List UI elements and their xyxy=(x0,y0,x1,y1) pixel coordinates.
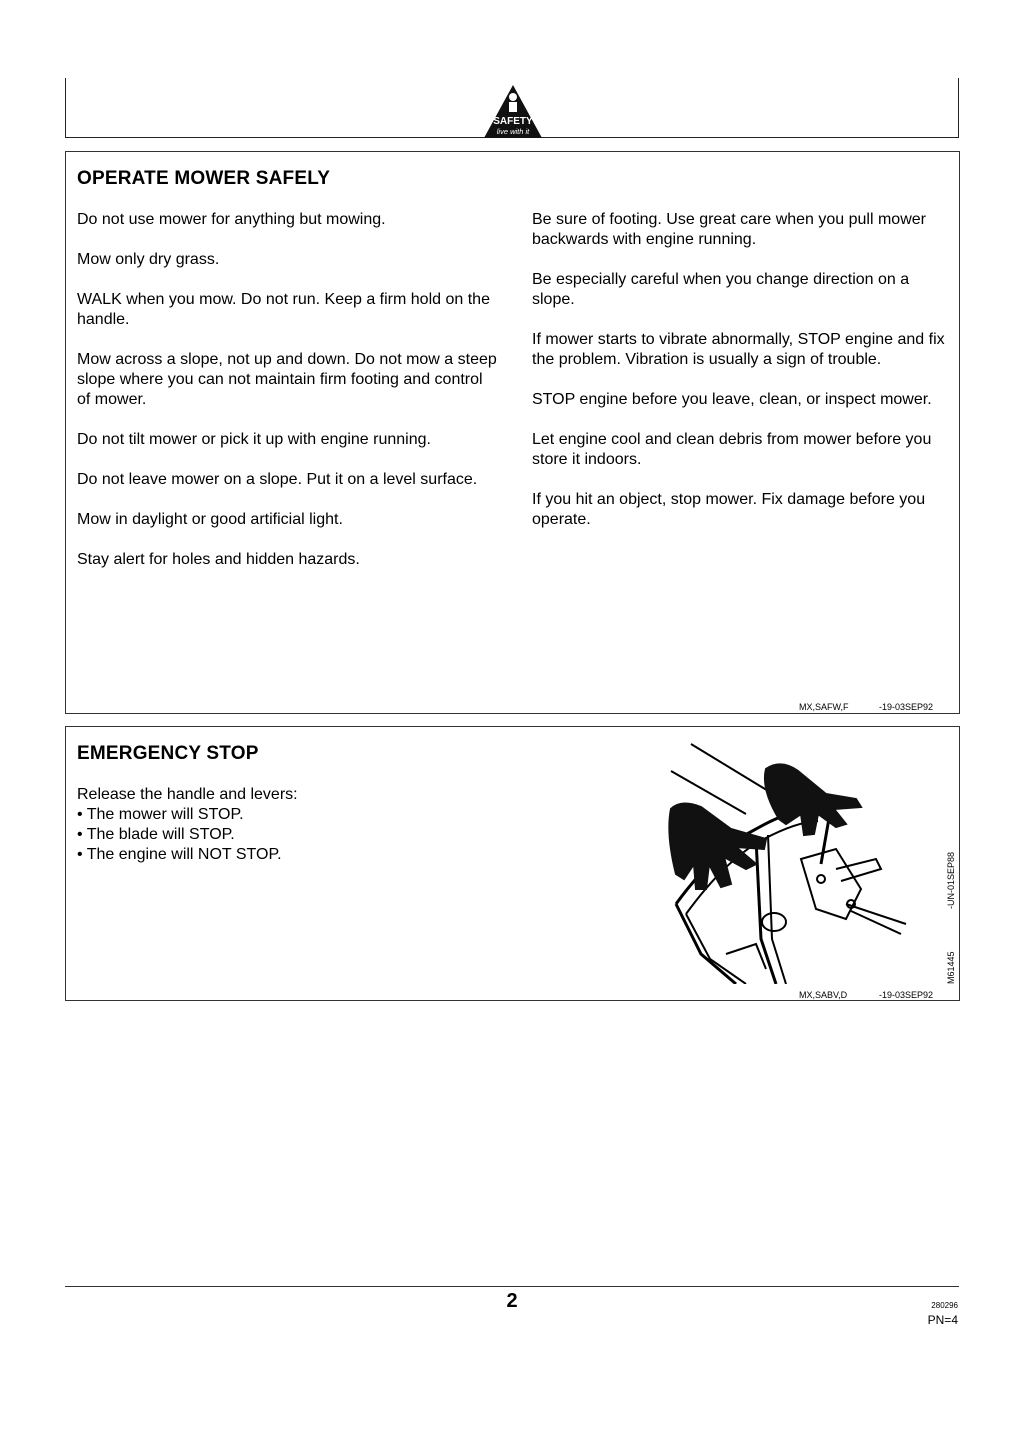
paragraph: If mower starts to vibrate abnormally, STOP engine and fix the problem. Vibration is usually a sign of trouble. xyxy=(532,331,945,368)
operate-mower-safely-section xyxy=(65,151,960,714)
bullet-item: • The mower will STOP. xyxy=(77,806,244,823)
page-number: 2 xyxy=(506,1290,518,1312)
footer-code: 280296 xyxy=(931,1301,958,1310)
paragraph: Do not tilt mower or pick it up with engine running. xyxy=(77,431,431,448)
section-title: EMERGENCY STOP xyxy=(77,743,259,764)
paragraph: Be sure of footing. Use great care when you pull mower backwards with engine running. xyxy=(532,211,926,248)
paragraph: Mow only dry grass. xyxy=(77,251,220,268)
paragraph: Stay alert for holes and hidden hazards. xyxy=(77,551,360,568)
footer-rule xyxy=(65,1286,959,1287)
reference-code xyxy=(799,990,933,1000)
section-title: OPERATE MOWER SAFELY xyxy=(77,168,331,189)
paragraph: Do not leave mower on a slope. Put it on a level surface. xyxy=(77,471,478,488)
emergency-stop-text xyxy=(77,785,298,865)
logo-text-safety: SAFETY xyxy=(493,116,533,127)
ref-date: -19-03SEP92 xyxy=(879,702,934,712)
paragraph: Let engine cool and clean debris from mower before you store it indoors. xyxy=(532,431,932,468)
paragraph: Mow in daylight or good artificial light. xyxy=(77,511,343,528)
mower-handle-illustration xyxy=(606,739,936,984)
bullet-item: • The engine will NOT STOP. xyxy=(77,846,282,863)
ref-date: -19-03SEP92 xyxy=(879,990,934,1000)
ref-code: MX,SAFW,F xyxy=(799,702,849,712)
paragraph: Do not use mower for anything but mowing. xyxy=(77,211,386,228)
safety-alert-icon xyxy=(482,83,544,139)
paragraph: Mow across a slope, not up and down. Do not mow a steep slope where you can not maintain firm footing and control of mower. xyxy=(77,351,497,408)
ref-code: MX,SABV,D xyxy=(799,990,848,1000)
intro-text: Release the handle and levers: xyxy=(77,786,298,803)
reference-code xyxy=(799,702,933,712)
figure-code: -UN-01SEP88 xyxy=(946,851,956,909)
footer-pn: PN=4 xyxy=(927,1313,958,1327)
paragraph: STOP engine before you leave, clean, or inspect mower. xyxy=(532,391,932,408)
paragraph: If you hit an object, stop mower. Fix damage before you operate. xyxy=(532,491,926,528)
paragraph: Be especially careful when you change direction on a slope. xyxy=(532,271,910,308)
paragraph: WALK when you mow. Do not run. Keep a firm hold on the handle. xyxy=(77,291,490,328)
bullet-item: • The blade will STOP. xyxy=(77,826,235,843)
emergency-stop-section xyxy=(65,726,960,1001)
figure-number: M61445 xyxy=(946,951,956,984)
left-column xyxy=(77,210,497,590)
right-column xyxy=(532,210,947,550)
logo-text-slogan: live with it xyxy=(496,127,530,136)
